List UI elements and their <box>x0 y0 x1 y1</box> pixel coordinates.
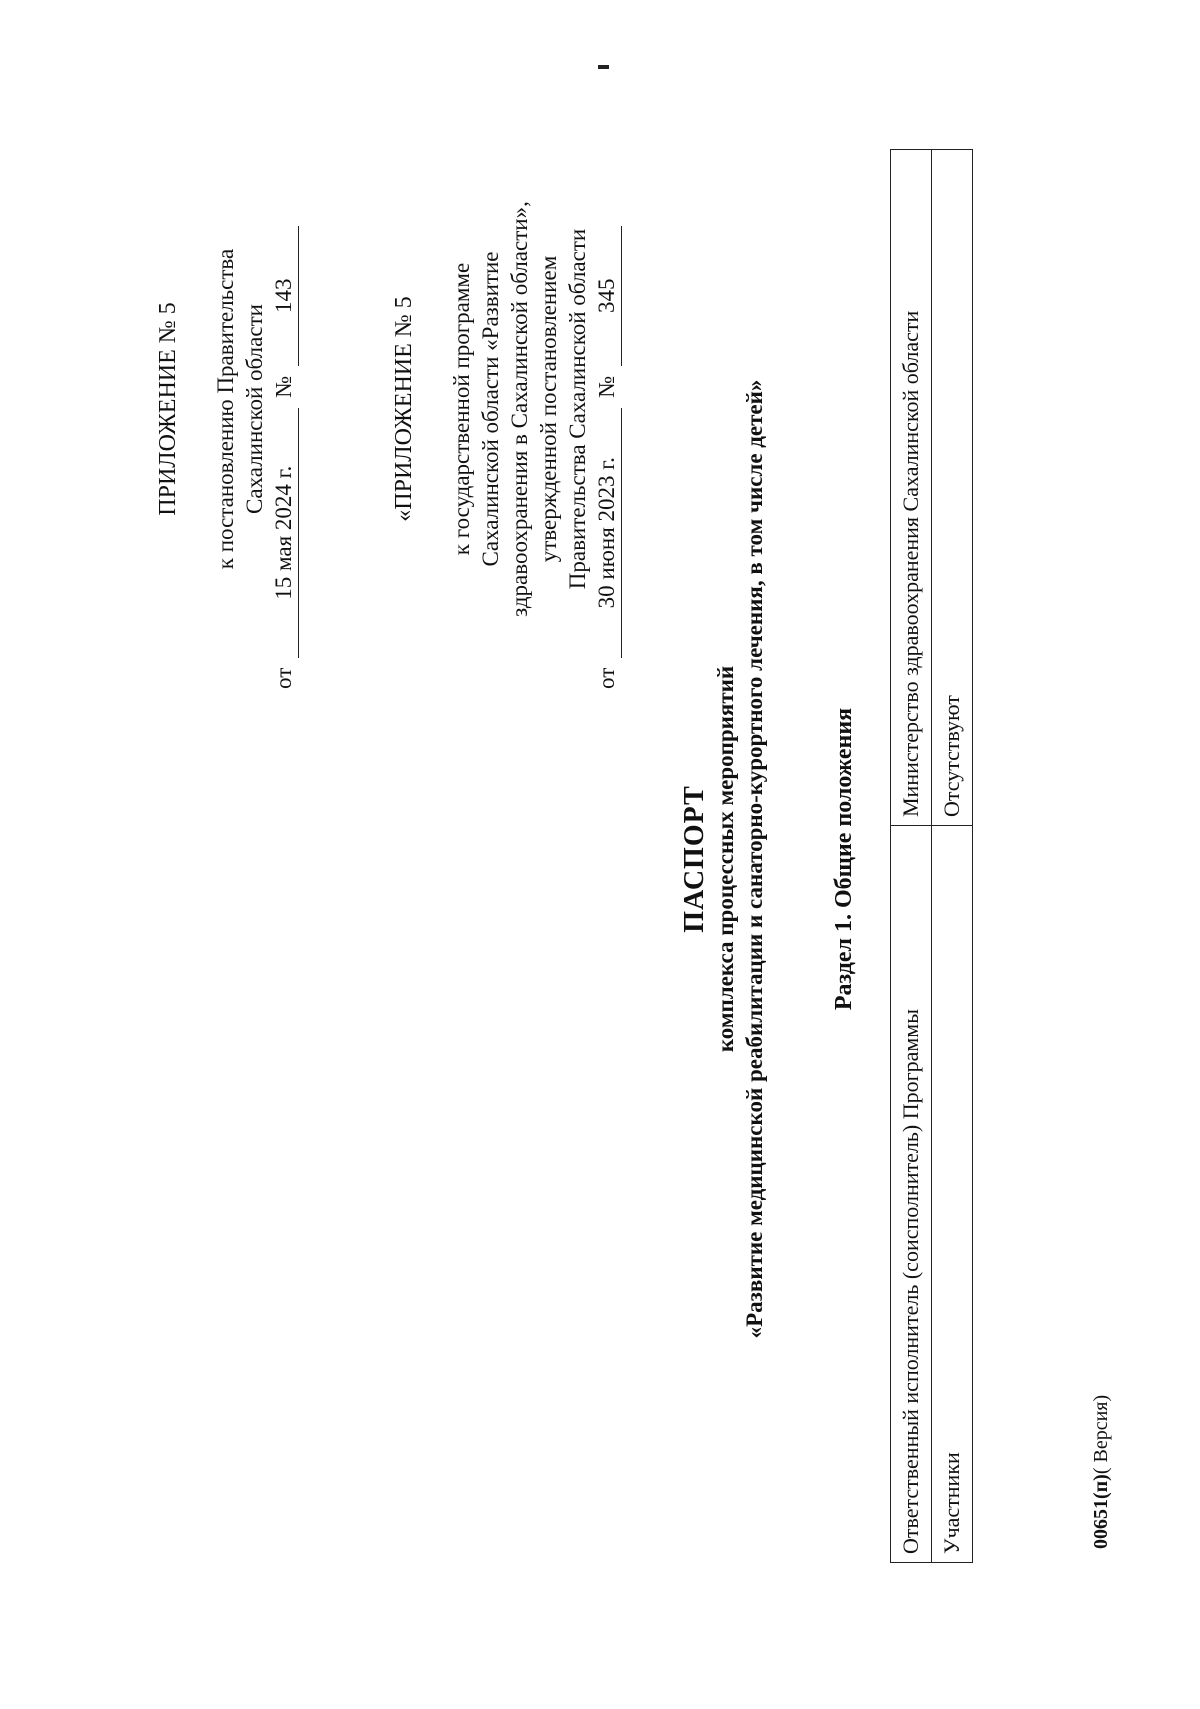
table-row <box>891 150 932 1563</box>
passport-title: ПАСПОРТ <box>679 785 710 933</box>
passport-subtitle1: комплекса процессных мероприятий <box>713 665 738 1053</box>
passport-subtitle2: «Развитие медицинской реабилитации и санаторно-курортного лечения, в том числе детей» <box>742 379 767 1339</box>
appendix-main-title: ПРИЛОЖЕНИЕ № 5 <box>155 302 181 516</box>
appendix-main-line1: к постановлению Правительства <box>213 248 238 570</box>
passport-heading <box>680 109 769 1609</box>
appendix-program-block <box>390 129 622 689</box>
appendix-program-line4: утвержденной постановлением <box>536 255 561 563</box>
appendix-main-number: 143 <box>269 226 299 366</box>
version-footer <box>1090 1395 1113 1549</box>
appendix-main-date: 15 мая 2024 г. <box>269 408 299 658</box>
appendix-main-dateline <box>269 129 299 689</box>
appendix-main-line2: Сахалинской области <box>242 304 267 514</box>
table-cell-key: Участники <box>932 826 973 1563</box>
from-label: от <box>271 667 296 689</box>
version-label: ( Версия) <box>1090 1394 1112 1475</box>
appendix-main-block <box>154 129 299 689</box>
table-cell-value: Отсутствуют <box>932 150 973 826</box>
general-info-table <box>890 149 973 1563</box>
version-code: 00651(п) <box>1090 1474 1112 1549</box>
from-label: от <box>594 667 619 689</box>
appendix-program-title: «ПРИЛОЖЕНИЕ № 5 <box>391 296 417 522</box>
number-label: № <box>271 375 296 398</box>
appendix-program-line5: Правительства Сахалинской области <box>565 228 590 590</box>
appendix-program-dateline <box>592 129 622 689</box>
section-title: Раздел 1. Общие положения <box>831 707 857 1011</box>
scan-speck <box>598 65 609 69</box>
appendix-program-line1: к государственной программе <box>449 262 474 556</box>
table-cell-key: Ответственный исполнитель (соисполнитель) Программы <box>891 826 932 1563</box>
number-label: № <box>594 375 619 398</box>
appendix-program-line2: Сахалинской области «Развитие <box>478 251 503 567</box>
appendix-program-line3: здравоохранения в Сахалинской области», <box>507 201 532 617</box>
appendix-program-number: 345 <box>592 226 622 366</box>
table-cell-value: Министерство здравоохранения Сахалинской области <box>891 150 932 826</box>
appendix-program-date: 30 июня 2023 г. <box>592 408 622 658</box>
table-row <box>932 150 973 1563</box>
